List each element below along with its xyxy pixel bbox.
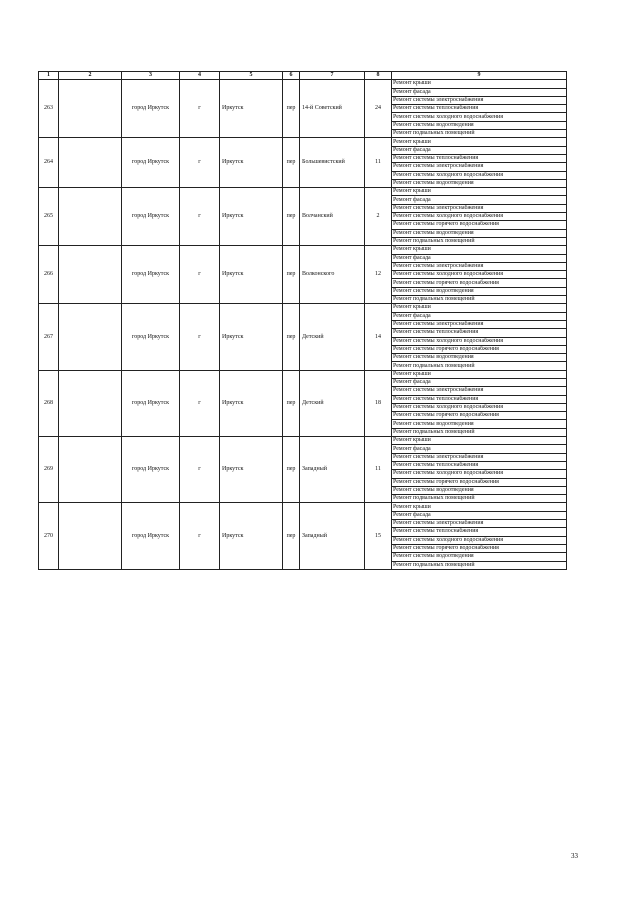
work-type-cell: Ремонт системы электроснабжения [392, 453, 567, 461]
municipality-cell [59, 503, 122, 569]
row-number-cell: 270 [39, 503, 59, 569]
table-row [39, 188, 567, 196]
row-number-cell: 267 [39, 304, 59, 370]
work-type-cell: Ремонт крыши [392, 370, 567, 378]
work-type-cell: Ремонт крыши [392, 138, 567, 146]
municipality-cell [59, 304, 122, 370]
table-row [39, 304, 567, 312]
row-number-cell: 265 [39, 188, 59, 246]
work-type-cell: Ремонт системы горячего водоснабжения [392, 221, 567, 229]
table-row [39, 246, 567, 254]
work-type-cell: Ремонт фасада [392, 378, 567, 386]
work-type-cell: Ремонт подвальных помещений [392, 362, 567, 370]
work-type-cell: Ремонт системы горячего водоснабжения [392, 478, 567, 486]
register-table [38, 71, 567, 570]
work-type-cell: Ремонт фасада [392, 254, 567, 262]
work-type-cell: Ремонт системы водоотведения [392, 229, 567, 237]
municipality-cell [59, 188, 122, 246]
settlement-type-cell: г [180, 503, 220, 569]
house-number-cell: 18 [365, 370, 392, 436]
work-type-cell: Ремонт системы водоотведения [392, 121, 567, 129]
street-type-cell: пер [283, 370, 300, 436]
settlement-type-cell: г [180, 304, 220, 370]
col-header: 2 [59, 72, 122, 80]
work-type-cell: Ремонт системы горячего водоснабжения [392, 544, 567, 552]
work-type-cell: Ремонт подвальных помещений [392, 561, 567, 569]
col-header: 4 [180, 72, 220, 80]
work-type-cell: Ремонт системы электроснабжения [392, 204, 567, 212]
street-cell: Западный [300, 503, 365, 569]
street-cell: 14-й Советский [300, 80, 365, 138]
work-type-cell: Ремонт системы теплоснабжения [392, 461, 567, 469]
work-type-cell: Ремонт фасада [392, 511, 567, 519]
work-type-cell: Ремонт системы холодного водоснабжения [392, 536, 567, 544]
work-type-cell: Ремонт системы электроснабжения [392, 320, 567, 328]
settlement-cell: Иркутск [220, 370, 283, 436]
work-type-cell: Ремонт крыши [392, 437, 567, 445]
city-cell: город Иркутск [122, 188, 180, 246]
house-number-cell: 2 [365, 188, 392, 246]
street-cell: Волконского [300, 246, 365, 304]
work-type-cell: Ремонт системы теплоснабжения [392, 154, 567, 162]
work-type-cell: Ремонт подвальных помещений [392, 428, 567, 436]
work-type-cell: Ремонт системы теплоснабжения [392, 105, 567, 113]
street-type-cell: пер [283, 188, 300, 246]
street-cell: Волчанский [300, 188, 365, 246]
work-type-cell: Ремонт крыши [392, 503, 567, 511]
table-row [39, 138, 567, 146]
col-header: 6 [283, 72, 300, 80]
street-type-cell: пер [283, 503, 300, 569]
work-type-cell: Ремонт системы горячего водоснабжения [392, 279, 567, 287]
work-type-cell: Ремонт подвальных помещений [392, 296, 567, 304]
work-type-cell: Ремонт системы холодного водоснабжения [392, 403, 567, 411]
work-type-cell: Ремонт крыши [392, 80, 567, 88]
work-type-cell: Ремонт фасада [392, 88, 567, 96]
work-type-cell: Ремонт системы водоотведения [392, 287, 567, 295]
work-type-cell: Ремонт системы горячего водоснабжения [392, 412, 567, 420]
work-type-cell: Ремонт системы холодного водоснабжения [392, 171, 567, 179]
house-number-cell: 11 [365, 138, 392, 188]
work-type-cell: Ремонт крыши [392, 188, 567, 196]
page-number: 33 [571, 852, 578, 860]
work-type-cell: Ремонт фасада [392, 146, 567, 154]
settlement-type-cell: г [180, 80, 220, 138]
settlement-type-cell: г [180, 188, 220, 246]
settlement-cell: Иркутск [220, 304, 283, 370]
work-type-cell: Ремонт фасада [392, 196, 567, 204]
settlement-cell: Иркутск [220, 188, 283, 246]
street-type-cell: пер [283, 138, 300, 188]
settlement-cell: Иркутск [220, 246, 283, 304]
street-type-cell: пер [283, 246, 300, 304]
city-cell: город Иркутск [122, 80, 180, 138]
col-header: 1 [39, 72, 59, 80]
work-type-cell: Ремонт подвальных помещений [392, 237, 567, 245]
table-row [39, 80, 567, 88]
col-header: 8 [365, 72, 392, 80]
work-type-cell: Ремонт системы водоотведения [392, 354, 567, 362]
table-row [39, 437, 567, 445]
settlement-type-cell: г [180, 246, 220, 304]
row-number-cell: 266 [39, 246, 59, 304]
house-number-cell: 11 [365, 437, 392, 503]
work-type-cell: Ремонт системы электроснабжения [392, 163, 567, 171]
work-type-cell: Ремонт крыши [392, 246, 567, 254]
settlement-cell: Иркутск [220, 80, 283, 138]
municipality-cell [59, 370, 122, 436]
row-number-cell: 264 [39, 138, 59, 188]
work-type-cell: Ремонт системы водоотведения [392, 553, 567, 561]
city-cell: город Иркутск [122, 138, 180, 188]
city-cell: город Иркутск [122, 437, 180, 503]
work-type-cell: Ремонт системы холодного водоснабжения [392, 213, 567, 221]
work-type-cell: Ремонт системы холодного водоснабжения [392, 337, 567, 345]
work-type-cell: Ремонт фасада [392, 312, 567, 320]
work-type-cell: Ремонт подвальных помещений [392, 130, 567, 138]
house-number-cell: 12 [365, 246, 392, 304]
settlement-type-cell: г [180, 370, 220, 436]
row-number-cell: 269 [39, 437, 59, 503]
city-cell: город Иркутск [122, 246, 180, 304]
house-number-cell: 15 [365, 503, 392, 569]
work-type-cell: Ремонт системы горячего водоснабжения [392, 345, 567, 353]
city-cell: город Иркутск [122, 503, 180, 569]
work-type-cell: Ремонт системы электроснабжения [392, 387, 567, 395]
work-type-cell: Ремонт системы водоотведения [392, 179, 567, 187]
work-type-cell: Ремонт системы теплоснабжения [392, 528, 567, 536]
work-type-cell: Ремонт фасада [392, 445, 567, 453]
work-type-cell: Ремонт системы холодного водоснабжения [392, 271, 567, 279]
col-header: 5 [220, 72, 283, 80]
house-number-cell: 24 [365, 80, 392, 138]
street-cell: Западный [300, 437, 365, 503]
work-type-cell: Ремонт системы теплоснабжения [392, 329, 567, 337]
col-header: 3 [122, 72, 180, 80]
work-type-cell: Ремонт системы теплоснабжения [392, 395, 567, 403]
settlement-cell: Иркутск [220, 138, 283, 188]
municipality-cell [59, 80, 122, 138]
col-header: 7 [300, 72, 365, 80]
row-number-cell: 268 [39, 370, 59, 436]
work-type-cell: Ремонт системы электроснабжения [392, 520, 567, 528]
work-type-cell: Ремонт системы электроснабжения [392, 96, 567, 104]
street-cell: Детский [300, 370, 365, 436]
settlement-type-cell: г [180, 138, 220, 188]
municipality-cell [59, 246, 122, 304]
street-type-cell: пер [283, 304, 300, 370]
work-type-cell: Ремонт системы водоотведения [392, 486, 567, 494]
city-cell: город Иркутск [122, 304, 180, 370]
street-type-cell: пер [283, 437, 300, 503]
table-row [39, 503, 567, 511]
work-type-cell: Ремонт крыши [392, 304, 567, 312]
settlement-cell: Иркутск [220, 437, 283, 503]
work-type-cell: Ремонт системы холодного водоснабжения [392, 113, 567, 121]
col-header: 9 [392, 72, 567, 80]
settlement-type-cell: г [180, 437, 220, 503]
work-type-cell: Ремонт подвальных помещений [392, 495, 567, 503]
city-cell: город Иркутск [122, 370, 180, 436]
table-row [39, 370, 567, 378]
work-type-cell: Ремонт системы водоотведения [392, 420, 567, 428]
header-row [39, 72, 567, 80]
municipality-cell [59, 437, 122, 503]
street-cell: Большевистский [300, 138, 365, 188]
municipality-cell [59, 138, 122, 188]
street-cell: Детский [300, 304, 365, 370]
street-type-cell: пер [283, 80, 300, 138]
work-type-cell: Ремонт системы холодного водоснабжения [392, 470, 567, 478]
house-number-cell: 14 [365, 304, 392, 370]
row-number-cell: 263 [39, 80, 59, 138]
work-type-cell: Ремонт системы электроснабжения [392, 262, 567, 270]
settlement-cell: Иркутск [220, 503, 283, 569]
